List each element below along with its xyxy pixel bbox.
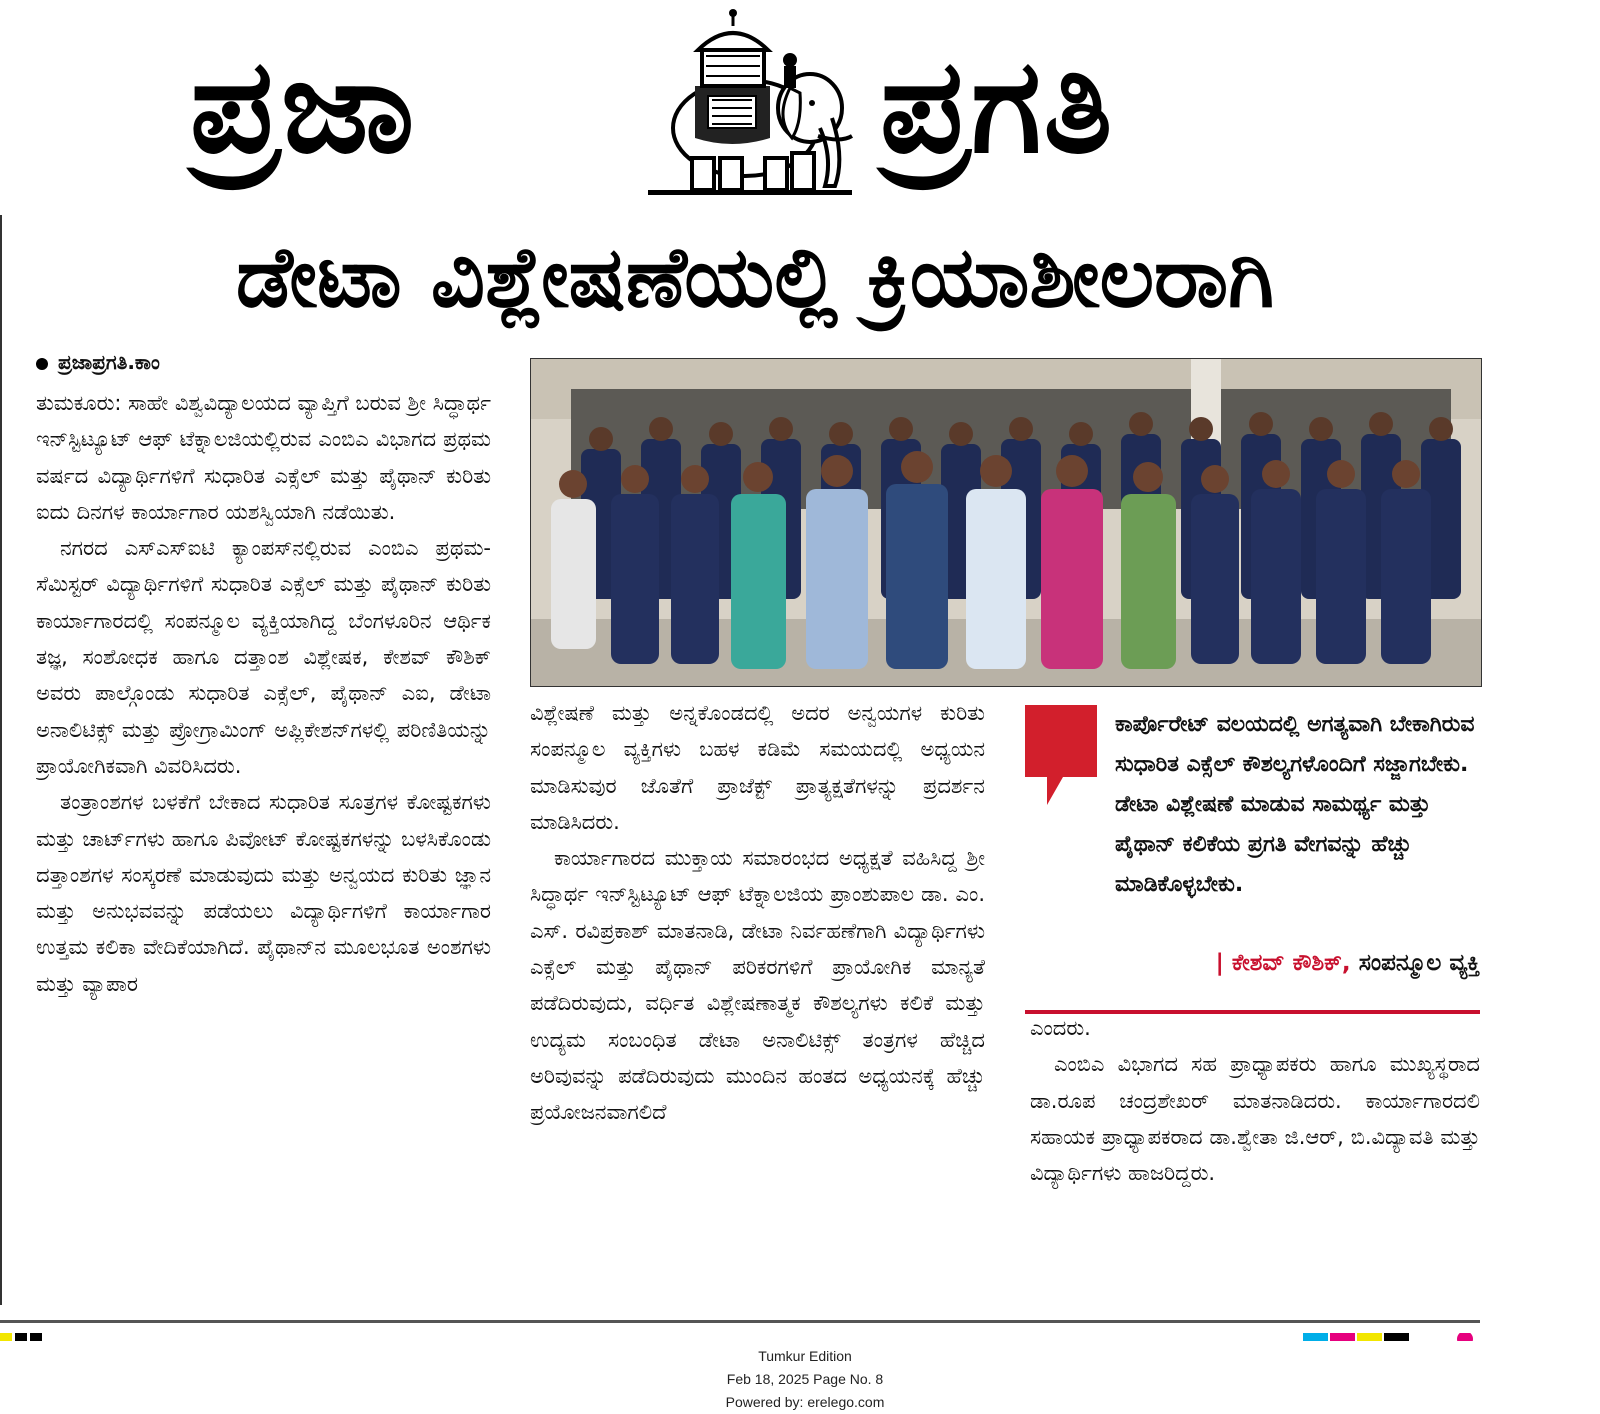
headline: ಡೇಟಾ ವಿಶ್ಲೇಷಣೆಯಲ್ಲಿ ಕ್ರಿಯಾಶೀಲರಾಗಿ [235, 228, 1275, 326]
attribution-name: ಕೇಶವ್ ಕೌಶಿಕ್, [1231, 950, 1351, 976]
paragraph: ಕಾರ್ಯಾಗಾರದ ಮುಕ್ತಾಯ ಸಮಾರಂಭದ ಅಧ್ಯಕ್ಷತೆ ವಹಿಸಿದ್ದ ಶ್ರೀ ಸಿದ್ಧಾರ್ಥ ಇನ್‌ಸ್ಟಿಟ್ಯೂಟ್ ಆಫ್ ಟೆಕ್ನಾಲಜಿಯ ಪ್ರಾಂಶುಪಾಲ ಡಾ. ಎಂ. ಎಸ್. ರವಿಪ್ರಕಾಶ್ ಮಾತನಾಡಿ, ಡೇಟಾ ನಿರ್ವಹಣೆಗಾಗಿ ವಿದ್ಯಾರ್ಥಿಗಳು ಎಕ್ಸೆಲ್ ಮತ್ತು ಪೈಥಾನ್ ಪರಿಕರಗಳಿಗೆ ಪ್ರಾಯೋಗಿಕ ಮಾನ್ಯತೆ ಪಡೆದಿರುವುದು, ವರ್ಧಿತ ವಿಶ್ಲೇಷಣಾತ್ಮಕ ಕೌಶಲ್ಯಗಳು ಕಲಿಕೆ ಮತ್ತು ಉದ್ಯಮ ಸಂಬಂಧಿತ ಡೇಟಾ ಅನಾಲಿಟಿಕ್ಸ್ ತಂತ್ರಗಳ ಹೆಚ್ಚಿದ ಅರಿವುವನ್ನು ಪಡೆದಿರುವುದು ಮುಂದಿನ ಹಂತದ ಅಧ್ಯಯನಕ್ಕೆ ಹೆಚ್ಚು ಪ್ರಯೋಜನವಾಗಲಿದೆ [530, 846, 985, 1125]
article-column-1 [36, 385, 491, 1285]
group-photo [530, 358, 1482, 687]
byline [36, 350, 160, 374]
left-margin-rule [0, 215, 2, 1305]
paragraph: ತಂತ್ರಾಂಶಗಳ ಬಳಕೆಗೆ ಬೇಕಾದ ಸುಧಾರಿತ ಸೂತ್ರಗಳ ಕೋಷ್ಟಕಗಳು ಮತ್ತು ಚಾರ್ಟ್‌ಗಳು ಹಾಗೂ ಪಿವೋಟ್ ಕೋಷ್ಟಕಗಳನ್ನು ಬಳಸಿಕೊಂಡು ದತ್ತಾಂಶಗಳ ಸಂಸ್ಕರಣೆ ಮಾಡುವುದು ಮತ್ತು ಅನ್ವಯದ ಕುರಿತು ಜ್ಞಾನ ಮತ್ತು ಅನುಭವವನ್ನು ಪಡೆಯಲು ವಿದ್ಯಾರ್ಥಿಗಳಿಗೆ ಕಾರ್ಯಾಗಾರ ಉತ್ತಮ ಕಲಿಕಾ ವೇದಿಕೆಯಾಗಿದೆ. ಪೈಥಾನ್‌ನ ಮೂಲಭೂತ ಅಂಶಗಳು ಮತ್ತು ವ್ಯಾಪಾರ [36, 790, 491, 996]
pull-quote-attribution [1065, 950, 1480, 976]
paragraph: ವಿಶ್ಲೇಷಣೆ ಮತ್ತು ಅನ್ನಕೊಂಡದಲ್ಲಿ ಅದರ ಅನ್ವಯಗಳ ಕುರಿತು ಸಂಪನ್ಮೂಲ ವ್ಯಕ್ತಿಗಳು ಬಹಳ ಕಡಿಮೆ ಸಮಯದಲ್ಲಿ ಅಧ್ಯಯನ ಮಾಡಿಸುವುರ ಜೊತೆಗೆ ಪ್ರಾಜೆಕ್ಟ್ ಪ್ರಾತ್ಯಕ್ಷತೆಗಳನ್ನು ಪ್ರದರ್ಶನ ಮಾಡಿಸಿದರು. [530, 701, 985, 834]
paragraph: ಎಂಬಿಎ ವಿಭಾಗದ ಸಹ ಪ್ರಾಧ್ಯಾಪಕರು ಹಾಗೂ ಮುಖ್ಯಸ್ಥರಾದ ಡಾ.ರೂಪ ಚಂದ್ರಶೇಖರ್ ಮಾತನಾಡಿದರು. ಕಾರ್ಯಾಗಾರದಲಿ ಸಹಾಯಕ ಪ್ರಾಧ್ಯಾಪಕರಾದ ಡಾ.ಶ್ವೇತಾ ಜಿ.ಆರ್, ಬಿ.ವಿದ್ಯಾವತಿ ಮತ್ತು ವಿದ್ಯಾರ್ಥಿಗಳು ಹಾಜರಿದ್ದರು. [1030, 1052, 1480, 1186]
paragraph: ನಗರದ ಎಸ್‌ಎಸ್‌ಐಟಿ ಕ್ಯಾಂಪಸ್‌ನಲ್ಲಿರುವ ಎಂಬಿಎ ಪ್ರಥಮ-ಸೆಮಿಸ್ಟರ್ ವಿದ್ಯಾರ್ಥಿಗಳಿಗೆ ಸುಧಾರಿತ ಎಕ್ಸೆಲ್ ಮತ್ತು ಪೈಥಾನ್ ಕುರಿತು ಕಾರ್ಯಾಗಾರದಲ್ಲಿ ಸಂಪನ್ಮೂಲ ವ್ಯಕ್ತಿಯಾಗಿದ್ದ ಬೆಂಗಳೂರಿನ ಆರ್ಥಿಕ ತಜ್ಞ, ಸಂಶೋಧಕ ಹಾಗೂ ದತ್ತಾಂಶ ವಿಶ್ಲೇಷಕ, ಕೇಶವ್ ಕೌಶಿಕ್ ಅವರು ಪಾಲ್ಗೊಂಡು ಸುಧಾರಿತ ಎಕ್ಸೆಲ್, ಪೈಥಾನ್ ಎಐ, ಡೇಟಾ ಅನಾಲಿಟಿಕ್ಸ್ ಮತ್ತು ಪ್ರೋಗ್ರಾಮಿಂಗ್ ಅಪ್ಲಿಕೇಶನ್‌ಗಳಲ್ಲಿ ಪರಿಣಿತಿಯನ್ನು ಪ್ರಾಯೋಗಿಕವಾಗಿ ವಿವರಿಸಿದರು. [36, 536, 491, 778]
byline-text: ಪ್ರಜಾಪ್ರಗತಿ.ಕಾಂ [58, 350, 160, 374]
paragraph: ಎಂದರು. [1030, 1016, 1091, 1040]
page-bottom-rule [0, 1320, 1480, 1323]
bullet-dot-icon [36, 358, 48, 370]
footer-powered-by: Powered by: erelego.com [725, 1394, 885, 1410]
masthead [190, 8, 1410, 198]
masthead-right-word: ಪ್ರಗತಿ [880, 30, 1115, 182]
color-bar-icon [1303, 1333, 1478, 1341]
article-column-2 [530, 695, 985, 1285]
attribution-bar: | [1215, 950, 1224, 976]
masthead-left-word: ಪ್ರಜಾ [190, 30, 417, 182]
elephant-howdah-icon [640, 8, 860, 203]
paragraph: ತುಮಕೂರು: ಸಾಹೇ ವಿಶ್ವವಿದ್ಯಾಲಯದ ವ್ಯಾಪ್ತಿಗೆ ಬರುವ ಶ್ರೀ ಸಿದ್ಧಾರ್ಥ ಇನ್‌ಸ್ಟಿಟ್ಯೂಟ್ ಆಫ್ ಟೆಕ್ನಾಲಜಿಯಲ್ಲಿರುವ ಎಂಬಿಎ ವಿಭಾಗದ ಪ್ರಥಮ ವರ್ಷದ ವಿದ್ಯಾರ್ಥಿಗಳಿಗೆ ಸುಧಾರಿತ ಎಕ್ಸೆಲ್ ಮತ್ತು ಪೈಥಾನ್ ಕುರಿತು ಐದು ದಿನಗಳ ಕಾರ್ಯಾಗಾರ ಯಶಸ್ವಿಯಾಗಿ ನಡೆಯಿತು. [36, 391, 491, 524]
footer-date-page: Feb 18, 2025 Page No. 8 [726, 1371, 884, 1387]
footer-edition: Tumkur Edition [758, 1348, 852, 1364]
page-footer [600, 1345, 1010, 1414]
group-photo-image [531, 359, 1481, 686]
pull-quote [1025, 705, 1480, 1025]
registration-marks-icon [0, 1333, 45, 1341]
article-column-3 [1030, 1010, 1480, 1290]
pull-quote-body: ಕಾರ್ಪೊರೇಟ್ ವಲಯದಲ್ಲಿ ಅಗತ್ಯವಾಗಿ ಬೇಕಾಗಿರುವ ಸುಧಾರಿತ ಎಕ್ಸೆಲ್ ಕೌಶಲ್ಯಗಳೊಂದಿಗೆ ಸಜ್ಜಾಗಬೇಕು. ಡೇಟಾ ವಿಶ್ಲೇಷಣೆ ಮಾಡುವ ಸಾಮರ್ಥ್ಯ ಮತ್ತು ಪೈಥಾನ್ ಕಲಿಕೆಯ ಪ್ರಗತಿ ವೇಗವನ್ನು ಹೆಚ್ಚು ಮಾಡಿಕೊಳ್ಳಬೇಕು. [1115, 712, 1475, 897]
pull-quote-text [1025, 705, 1480, 905]
attribution-role: ಸಂಪನ್ಮೂಲ ವ್ಯಕ್ತಿ [1358, 950, 1480, 976]
